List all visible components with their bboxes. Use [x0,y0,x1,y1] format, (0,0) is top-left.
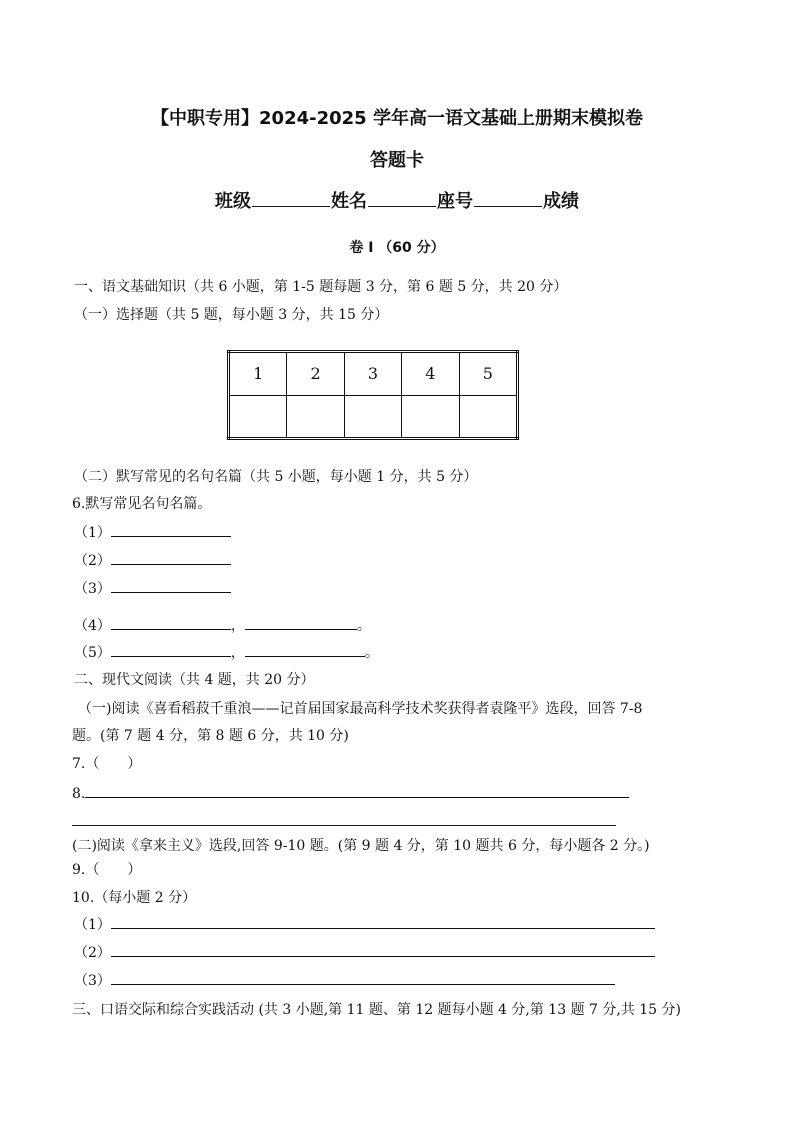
name-label: 姓名 [331,191,367,212]
answer-blank[interactable] [111,615,231,630]
period: 。 [356,618,371,634]
answer-line[interactable] [111,942,655,957]
answer-sheet-title: 答题卡 [370,150,424,171]
class-label: 班级 [215,191,251,212]
table-header-cell: 1 [229,352,287,396]
student-info-row [0,187,794,213]
answer-line[interactable] [111,914,655,929]
item-label: （2） [74,945,111,961]
section1-part1-heading: （一）选择题（共 5 题，每小题 3 分，共 15 分） [74,307,389,323]
table-header-cell: 5 [459,352,517,396]
q8-label: 8. [72,786,86,802]
answer-cell[interactable] [229,395,287,439]
question-9: 9.（ ） [72,862,142,878]
section2-part1-line1: （一)阅读《喜看稻菽千重浪——记首届国家最高科学技术奖获得者袁隆平》选段，回答 7-8 [78,701,643,717]
section2-part1-line2: 题。(第 7 题 4 分，第 8 题 6 分，共 10 分) [72,728,349,744]
q10-item-1 [74,914,655,934]
answer-blank[interactable] [111,522,231,537]
answer-blank[interactable] [245,642,365,657]
answer-blank[interactable] [111,550,231,565]
comma: ， [230,618,245,634]
question-10: 10.（每小题 2 分） [72,890,197,906]
table-header-cell: 4 [402,352,459,396]
table-header-cell: 2 [287,352,344,396]
item-label: （4） [74,618,111,634]
answer-line[interactable] [72,825,616,826]
section3-heading: 三、口语交际和综合实践活动 (共 3 小题,第 11 题、第 12 题每小题 4 分,第 13 题 7 分,共 15 分) [72,1002,682,1018]
fill-item-2 [74,550,231,570]
section1-part2-heading: （二）默写常见的名句名篇（共 5 小题，每小题 1 分，共 5 分） [74,469,478,485]
name-field[interactable] [368,188,436,207]
answer-blank[interactable] [245,615,357,630]
section1-heading: 一、语文基础知识（共 6 小题，第 1-5 题每题 3 分，第 6 题 5 分，共 20 分） [74,279,568,295]
section2-heading: 二、现代文阅读（共 4 题，共 20 分） [74,672,315,688]
fill-item-3 [74,578,231,598]
answer-line[interactable] [85,783,629,798]
answer-cell[interactable] [344,395,401,439]
question-8 [72,783,629,802]
answer-blank[interactable] [111,578,231,593]
period: 。 [364,645,379,661]
question-6: 6.默写常见名句名篇。 [72,496,212,512]
answer-blank[interactable] [111,642,231,657]
fill-item-1 [74,522,231,542]
comma: ， [230,645,245,661]
class-field[interactable] [252,188,330,207]
seat-field[interactable] [474,188,542,207]
fill-item-4 [74,615,371,635]
answer-cell[interactable] [287,395,344,439]
q10-item-2 [74,942,655,962]
seat-label: 座号 [437,191,473,212]
item-label: （1） [74,525,111,541]
item-label: （3） [74,581,111,597]
table-header-cell: 3 [344,352,401,396]
section2-part2-heading: (二)阅读《拿来主义》选段,回答 9-10 题。(第 9 题 4 分，第 10 题共 6 分，每小题各 2 分。) [72,838,650,854]
page-title: 【中职专用】2024-2025 学年高一语文基础上册期末模拟卷 [151,108,643,129]
fill-item-5 [74,642,379,662]
score-label: 成绩 [543,191,579,212]
volume-heading: 卷 I （60 分） [349,240,445,256]
q10-item-3 [74,970,615,990]
question-7: 7.（ ） [72,756,142,772]
item-label: （3） [74,973,111,989]
choice-answer-table [227,350,519,440]
answer-cell[interactable] [459,395,517,439]
answer-cell[interactable] [402,395,459,439]
answer-line[interactable] [111,970,615,985]
item-label: （1） [74,917,111,933]
item-label: （5） [74,645,111,661]
item-label: （2） [74,553,111,569]
